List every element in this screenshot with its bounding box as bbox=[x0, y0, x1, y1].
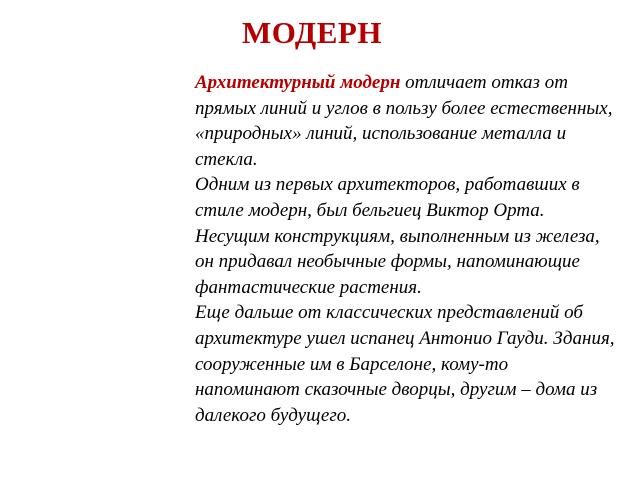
slide-title bbox=[0, 14, 640, 51]
paragraph-text: Еще дальше от классических представлений об архитектуре ушел испанец Антонио Гауди. Здания, сооруженные им в Барселоне, кому-то напоминают сказочные дворцы, другим – дома из далекого будущего. bbox=[195, 302, 615, 426]
paragraph-victor-horta bbox=[195, 172, 615, 223]
paragraph-iron-structures bbox=[195, 224, 615, 301]
paragraph-art-nouveau-intro bbox=[195, 70, 615, 172]
paragraph-text: Одним из первых архитекторов, работавших в стиле модерн, был бельгиец Виктор Орта. bbox=[195, 174, 580, 221]
slide-body bbox=[195, 70, 615, 428]
paragraph-lead-term: Архитектурный модерн bbox=[195, 72, 401, 93]
paragraph-text: отличает отказ от прямых линий и углов в пользу более естественных, «природных» линий, использование металла и стекла. bbox=[195, 72, 613, 170]
paragraph-antoni-gaudi bbox=[195, 300, 615, 428]
slide-title-text: МОДЕРН bbox=[242, 15, 382, 50]
paragraph-text: Несущим конструкциям, выполненным из железа, он придавал необычные формы, напоминающие фантастические растения. bbox=[195, 225, 600, 298]
